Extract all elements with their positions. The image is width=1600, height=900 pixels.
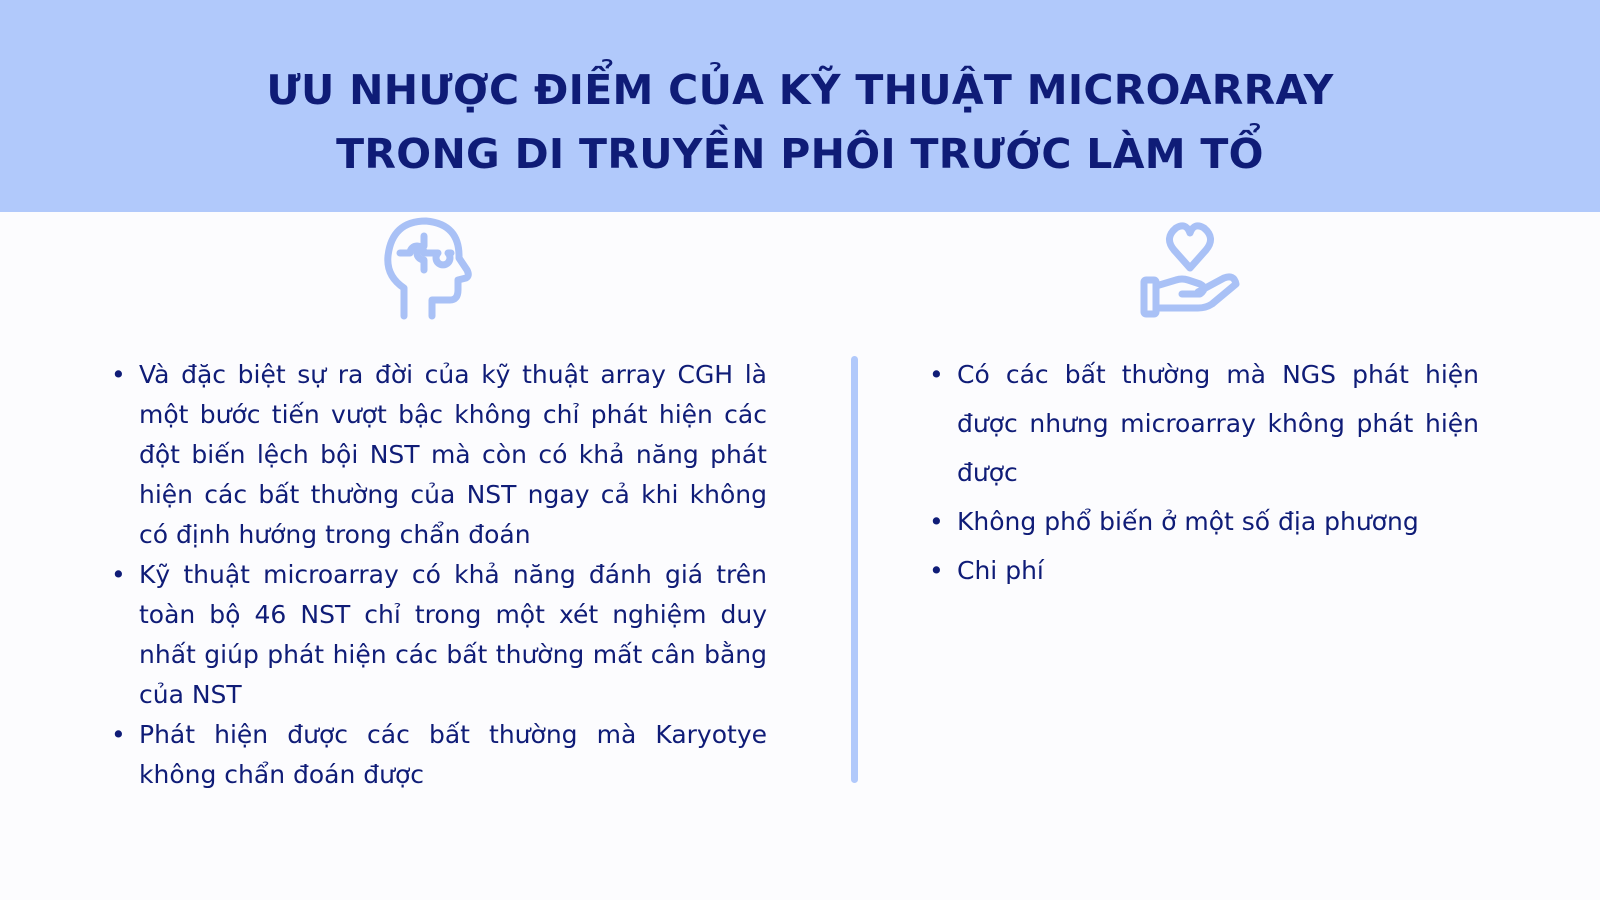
- advantage-item: • Kỹ thuật microarray có khả năng đánh giá trên toàn bộ 46 NST chỉ trong một xét nghiệm duy nhất giúp phát hiện các bất thường mất cân bằng của NST: [115, 555, 767, 715]
- page-title: [0, 58, 1600, 186]
- disadvantage-item: • Chi phí: [933, 546, 1479, 595]
- advantage-item: • Và đặc biệt sự ra đời của kỹ thuật array CGH là một bước tiến vượt bậc không chỉ phát hiện các đột biến lệch bội NST mà còn có khả năng phát hiện các bất thường của NST ngay cả khi không có định hướng trong chẩn đoán: [115, 355, 767, 555]
- disadvantages-column: [933, 350, 1479, 595]
- disadvantages-list: [933, 350, 1479, 595]
- brain-puzzle-icon: [380, 216, 476, 322]
- advantage-item: • Phát hiện được các bất thường mà Karyotye không chẩn đoán được: [115, 715, 767, 795]
- page-title-line-2: TRONG DI TRUYỀN PHÔI TRƯỚC LÀM TỔ: [336, 130, 1264, 178]
- disadvantage-item: • Không phổ biến ở một số địa phương: [933, 497, 1479, 546]
- advantages-list: [115, 355, 767, 795]
- page-title-line-1: ƯU NHƯỢC ĐIỂM CỦA KỸ THUẬT MICROARRAY: [266, 66, 1334, 114]
- heart-in-hand-icon: [1138, 216, 1244, 322]
- advantages-column: [115, 355, 767, 795]
- column-divider: [851, 356, 858, 783]
- header-banner: [0, 0, 1600, 212]
- disadvantage-item: • Có các bất thường mà NGS phát hiện được nhưng microarray không phát hiện được: [933, 350, 1479, 497]
